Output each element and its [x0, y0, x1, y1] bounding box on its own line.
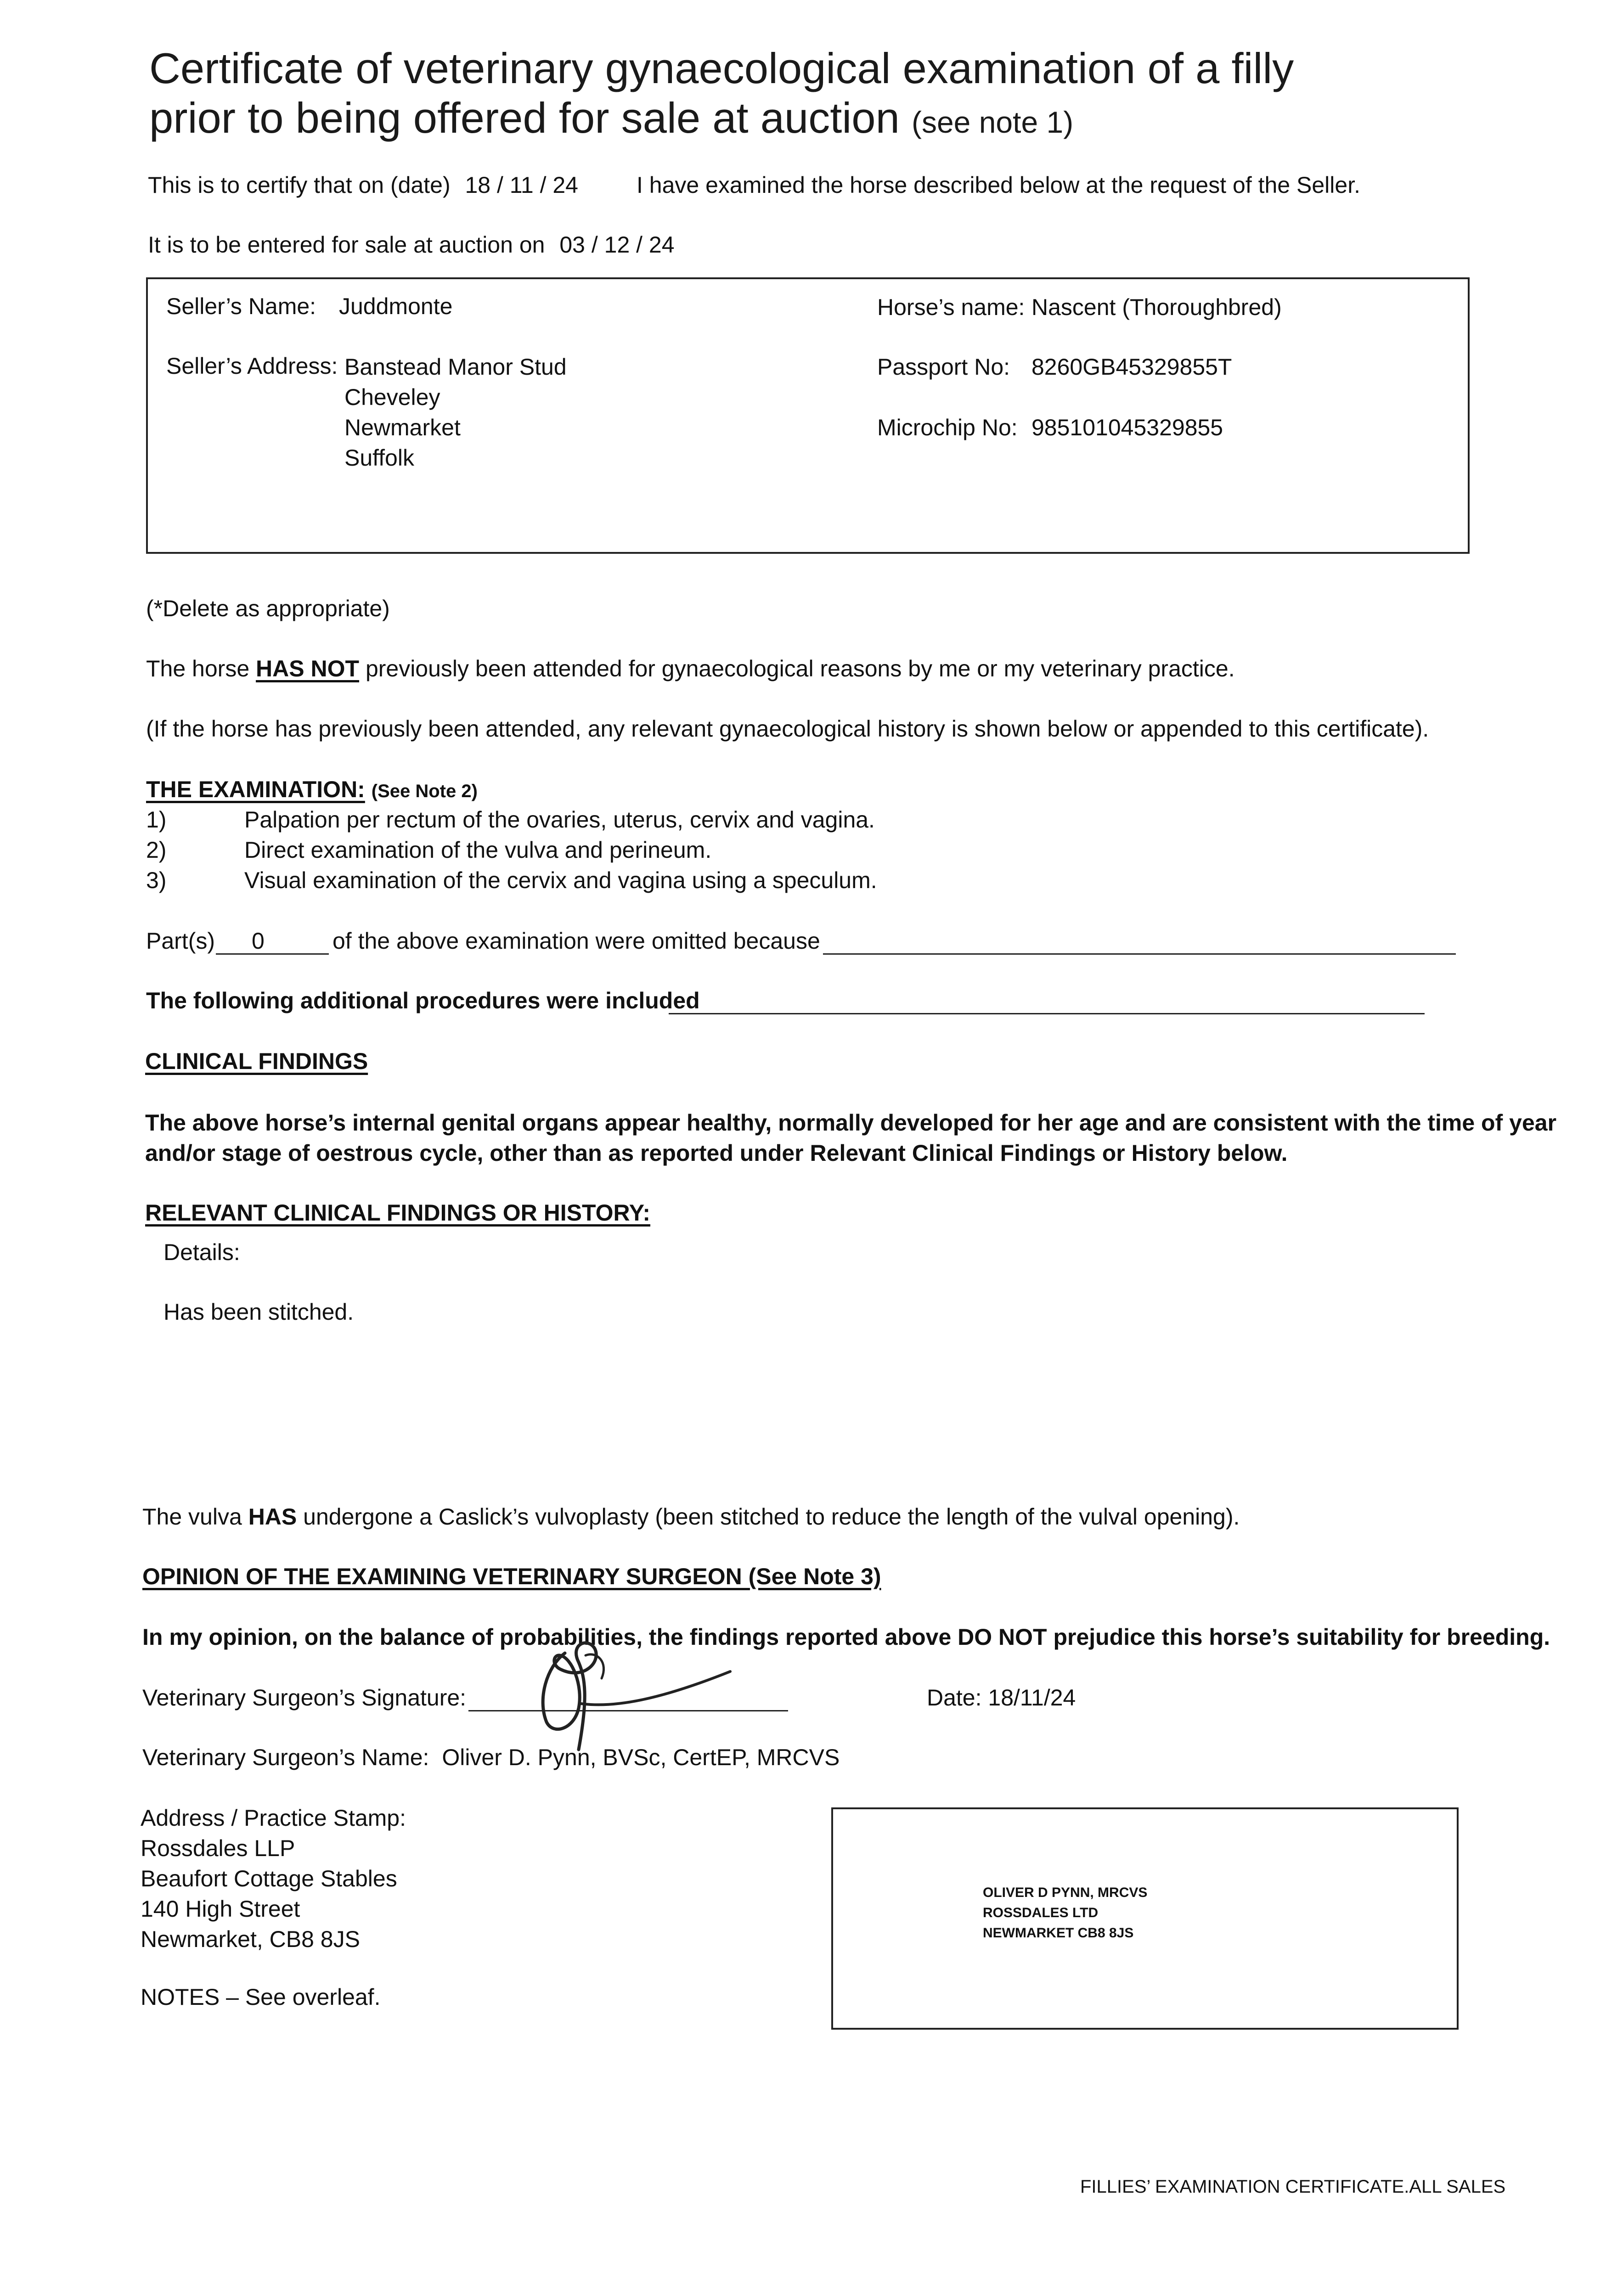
vulva-line	[142, 1503, 1240, 1531]
practice-address-line: 140 High Street	[141, 1896, 300, 1922]
vulva-status: HAS	[248, 1504, 297, 1530]
practice-stamp	[983, 1883, 1147, 1943]
omitted-prefix: Part(s)	[146, 928, 215, 954]
title-line-2	[149, 93, 1294, 147]
attended-status: HAS NOT	[256, 656, 360, 681]
examination-heading: THE EXAMINATION:	[146, 777, 365, 802]
omitted-suffix: of the above examination were omitted because	[332, 928, 820, 954]
examination-note: (See Note 2)	[371, 781, 478, 801]
signature-date-line	[927, 1683, 1076, 1712]
auction-date: 03 / 12 / 24	[559, 232, 675, 258]
vulva-prefix: The vulva	[142, 1504, 242, 1530]
seller-address	[344, 352, 567, 473]
auction-prefix: It is to be entered for sale at auction on	[148, 232, 545, 258]
seller-name-label: Seller’s Name:	[166, 293, 316, 319]
clinical-findings-line: The above horse’s internal genital organs appear healthy, normally developed for her age and are consistent with the time of year	[145, 1110, 1557, 1136]
additional-procedures-line	[669, 1013, 1425, 1014]
seller-address-line: Suffolk	[344, 445, 414, 471]
details-text: Has been stitched.	[163, 1299, 354, 1325]
stamp-line: ROSSDALES LTD	[983, 1905, 1099, 1920]
opinion-text: In my opinion, on the balance of probabilities, the findings reported above DO NOT prejudice this horse’s suitability for breeding.	[142, 1624, 1550, 1650]
examination-item	[146, 865, 877, 895]
certify-suffix: I have examined the horse described below at the request of the Seller.	[637, 172, 1360, 198]
microchip-number: 985101045329855	[1031, 415, 1223, 440]
signature-date-label: Date:	[927, 1685, 982, 1711]
clinical-findings-line: and/or stage of oestrous cycle, other than as reported under Relevant Clinical Findings or History below.	[145, 1140, 1288, 1166]
practice-address-line: Newmarket, CB8 8JS	[141, 1926, 360, 1952]
signature-label: Veterinary Surgeon’s Signature:	[142, 1685, 467, 1711]
examination-item	[146, 835, 877, 865]
stamp-line: OLIVER D PYNN, MRCVS	[983, 1885, 1148, 1900]
auction-line	[148, 231, 675, 259]
examination-item	[146, 805, 877, 835]
seller-address-line: Banstead Manor Stud	[344, 354, 567, 380]
practice-address-line: Beaufort Cottage Stables	[141, 1866, 397, 1891]
additional-procedures-label: The following additional procedures were included	[146, 988, 700, 1013]
practice-address-line: Rossdales LLP	[141, 1835, 295, 1861]
passport-number: 8260GB45329855T	[1031, 354, 1232, 380]
certificate-title	[149, 44, 1294, 147]
examination-item-number: 3)	[146, 867, 167, 893]
horse-name-label: Horse’s name:	[877, 294, 1025, 320]
practice-address-label: Address / Practice Stamp:	[141, 1805, 406, 1831]
attended-prefix: The horse	[146, 656, 250, 681]
exam-date: 18 / 11 / 24	[465, 172, 578, 198]
vulva-suffix: undergone a Caslick’s vulvoplasty (been stitched to reduce the length of the vulval opening).	[303, 1504, 1240, 1530]
seller-address-line: Cheveley	[344, 384, 440, 410]
examination-heading-line	[146, 775, 478, 805]
certify-prefix: This is to certify that on (date)	[148, 172, 451, 198]
omitted-reason-line	[823, 953, 1456, 955]
stamp-line: NEWMARKET CB8 8JS	[983, 1925, 1134, 1941]
attended-line	[146, 654, 1235, 683]
surgeon-name: Oliver D. Pynn, BVSc, CertEP, MRCVS	[442, 1745, 840, 1770]
microchip-label: Microchip No:	[877, 415, 1018, 440]
delete-note: (*Delete as appropriate)	[146, 596, 390, 621]
clinical-findings-text	[145, 1108, 1556, 1168]
examination-item-text: Visual examination of the cervix and vagina using a speculum.	[244, 867, 877, 893]
notes-line: NOTES – See overleaf.	[141, 1984, 381, 2010]
horse-name: Nascent (Thoroughbred)	[1031, 294, 1282, 320]
examination-item-number: 1)	[146, 807, 167, 833]
clinical-findings-heading: CLINICAL FINDINGS	[145, 1048, 368, 1074]
omitted-parts-value: 0	[252, 928, 265, 954]
seller-address-label: Seller’s Address:	[166, 353, 338, 379]
details-label: Details:	[163, 1239, 240, 1265]
surgeon-name-line	[142, 1743, 840, 1772]
omitted-parts-line	[216, 953, 329, 955]
seller-address-line: Newmarket	[344, 415, 461, 440]
footer-text: FILLIES’ EXAMINATION CERTIFICATE.ALL SALES	[1080, 2177, 1506, 2197]
examination-item-text: Palpation per rectum of the ovaries, uterus, cervix and vagina.	[244, 807, 875, 833]
title-line-1: Certificate of veterinary gynaecological examination of a filly	[149, 44, 1294, 92]
attended-suffix: previously been attended for gynaecological reasons by me or my veterinary practice.	[365, 656, 1235, 681]
examination-item-text: Direct examination of the vulva and perineum.	[244, 837, 712, 863]
signature-date: 18/11/24	[988, 1685, 1076, 1711]
passport-label: Passport No:	[877, 354, 1010, 380]
practice-address	[141, 1803, 406, 1954]
seller-name: Juddmonte	[339, 293, 453, 319]
history-note: (If the horse has previously been attended, any relevant gynaecological history is shown below or appended to this certificate).	[146, 716, 1429, 742]
signature-mark-icon	[510, 1635, 749, 1754]
title-note: (see note 1)	[911, 105, 1074, 139]
relevant-findings-heading: RELEVANT CLINICAL FINDINGS OR HISTORY:	[145, 1200, 651, 1226]
examination-list	[146, 805, 877, 895]
surgeon-name-label: Veterinary Surgeon’s Name:	[142, 1745, 429, 1770]
certify-line	[148, 171, 578, 199]
title-line-2-text: prior to being offered for sale at auction	[149, 94, 900, 142]
examination-item-number: 2)	[146, 837, 167, 863]
opinion-heading: OPINION OF THE EXAMINING VETERINARY SURGEON (See Note 3)	[142, 1564, 881, 1589]
